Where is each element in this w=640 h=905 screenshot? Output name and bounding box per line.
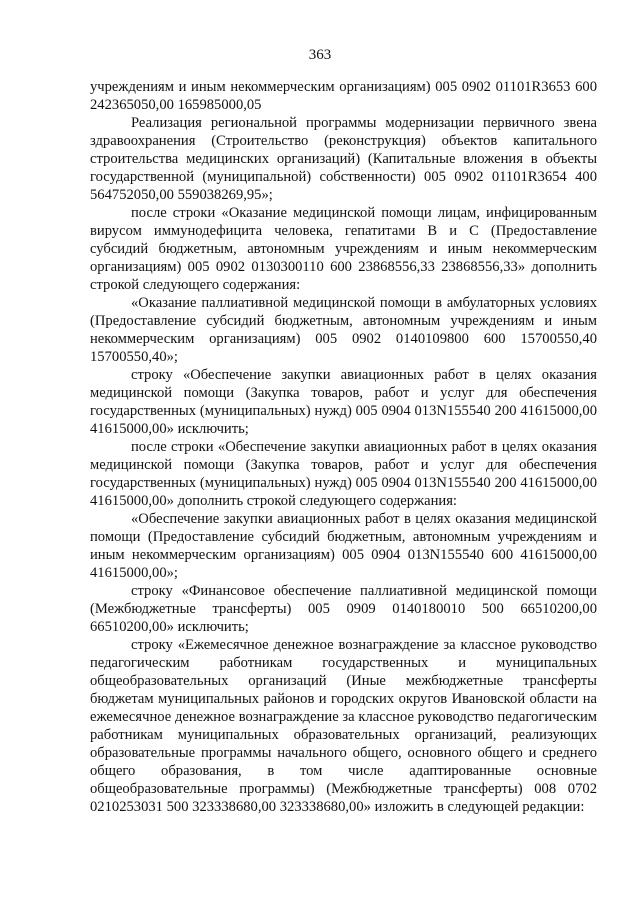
paragraph: строку «Финансовое обеспечение паллиативной медицинской помощи (Межбюджетные трансферты) 005 0909 0140180010 500 66510200,00 66510200,00» исключить; <box>90 583 597 635</box>
paragraph: Реализация региональной программы модернизации первичного звена здравоохранения (Строительство (реконструкция) объектов капитального строительства медицинских организаций) (Капитальные вложения в объекты государственной (муниципальной) собственности) 005 0902 01101R3654 400 564752050,00 559038269,95»; <box>90 115 597 203</box>
paragraph: после строки «Обеспечение закупки авиационных работ в целях оказания медицинской помощи (Закупка товаров, работ и услуг для обеспечения государственных (муниципальных) нужд) 005 0904 013N155540 200 41615000,00 41615000,00» дополнить строкой следующего содержания: <box>90 439 597 509</box>
page-body <box>90 78 597 816</box>
page-number: 363 <box>308 47 332 63</box>
paragraph: «Обеспечение закупки авиационных работ в целях оказания медицинской помощи (Предоставление субсидий бюджетным, автономным учреждениям и иным некоммерческим организациям) 005 0904 013N155540 600 41615000,00 41615000,00»; <box>90 511 597 581</box>
paragraph: после строки «Оказание медицинской помощи лицам, инфицированным вирусом иммунодефицита человека, гепатитами B и C (Предоставление субсидий бюджетным, автономным учреждениям и иным некоммерческим организациям) 005 0902 0130300110 600 23868556,33 23868556,33» дополнить строкой следующего содержания: <box>90 205 597 293</box>
paragraph: «Оказание паллиативной медицинской помощи в амбулаторных условиях (Предоставление субсидий бюджетным, автономным учреждениям и иным некоммерческим организациям) 005 0902 0140109800 600 15700550,40 15700550,40»; <box>90 295 597 365</box>
paragraph: строку «Обеспечение закупки авиационных работ в целях оказания медицинской помощи (Закупка товаров, работ и услуг для обеспечения государственных (муниципальных) нужд) 005 0904 013N155540 200 41615000,00 41615000,00» исключить; <box>90 367 597 437</box>
paragraph: строку «Ежемесячное денежное вознаграждение за классное руководство педагогическим работникам государственных и муниципальных общеобразовательных организаций (Иные межбюджетные трансферты бюджетам муниципальных районов и городских округов Ивановской области на ежемесячное денежное вознаграждение за классное руководство педагогическим работникам муниципальных образовательных организаций, реализующих образовательные программы начального общего, основного общего и среднего общего образования, в том числе адаптированные основные общеобразовательные программы) (Межбюджетные трансферты) 008 0702 0210253031 500 323338680,00 323338680,00» изложить в следующей редакции: <box>90 637 597 815</box>
paragraph-continuation: учреждениям и иным некоммерческим организациям) 005 0902 01101R3653 600 242365050,00 165985000,05 <box>90 79 597 113</box>
